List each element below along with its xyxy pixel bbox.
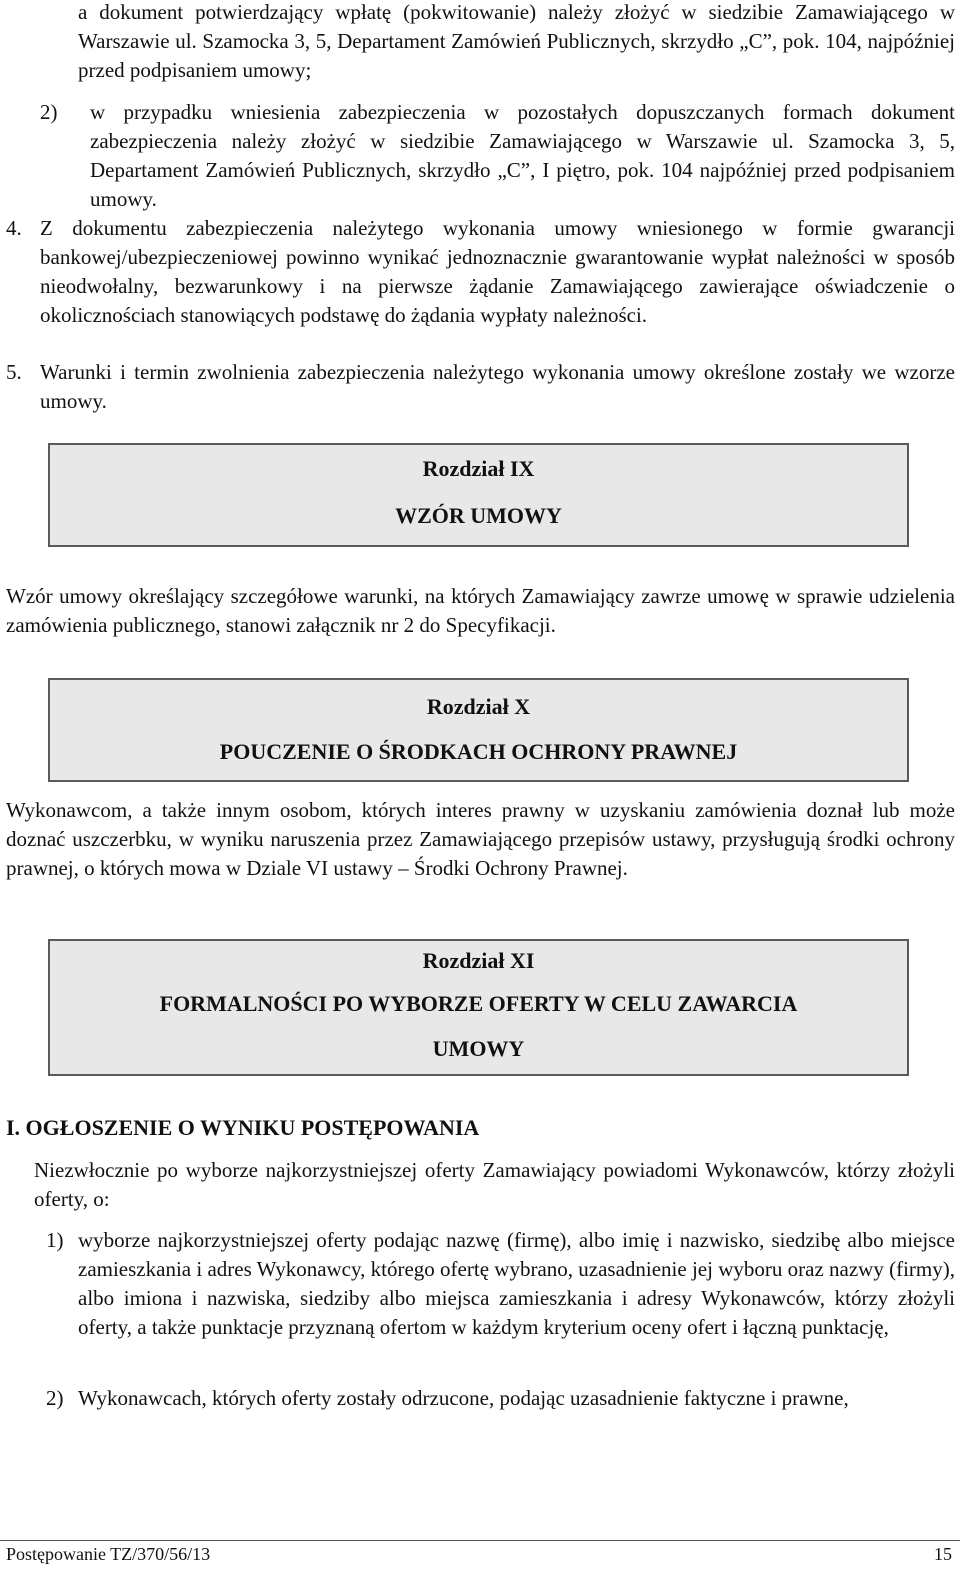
- paragraph-notification-intro: Niezwłocznie po wyborze najkorzystniejszej oferty Zamawiający powiadomi Wykonawców, którzy złożyli oferty, o:: [34, 1158, 955, 1211]
- chapter-subtitle: WZÓR UMOWY: [395, 503, 562, 528]
- paragraph-other-forms: w przypadku wniesienia zabezpieczenia w pozostałych dopuszczanych formach dokument zabezpieczenia należy złożyć w siedzibie Zamawiającego w Warszawie ul. Szamocka 3, 5, Departament Zamówień Publicznych, skrzydło „C”, I piętro, pok. 104 najpóźniej przed podpisaniem umowy.: [90, 100, 955, 211]
- list-number: 2): [40, 100, 58, 124]
- list-item: wyborze najkorzystniejszej oferty podając nazwę (firmę), albo imię i nazwisko, siedzibę albo miejsce zamieszkania i adres Wykonawcy, którego ofertę wybrano, uzasadnienie jej wyboru oraz nazwy (firmy), albo imiona i nazwiska, siedziby albo miejsca zamieszkania i adresy Wykonawców, którzy złożyli oferty, a także punktacje przyznaną ofertom w każdym kryterium oceny ofert i łączną punktację,: [78, 1228, 955, 1339]
- chapter-title: Rozdział X: [426, 694, 531, 719]
- chapter-heading-box: [48, 443, 909, 547]
- paragraph-payment-proof: a dokument potwierdzający wpłatę (pokwitowanie) należy złożyć w siedzibie Zamawiającego w Warszawie ul. Szamocka 3, 5, Departament Zamówień Publicznych, skrzydło „C”, pok. 104, najpóźniej przed podpisaniem umowy;: [78, 0, 955, 82]
- paragraph-contract-template: Wzór umowy określający szczegółowe warunki, na których Zamawiający zawrze umowę w sprawie udzielenia zamówienia publicznego, stanowi załącznik nr 2 do Specyfikacji.: [6, 584, 955, 637]
- chapter-title: Rozdział IX: [422, 456, 535, 481]
- chapter-subtitle: POUCZENIE O ŚRODKACH OCHRONY PRAWNEJ: [219, 739, 738, 764]
- paragraph-legal-remedies: Wykonawcom, a także innym osobom, których interes prawny w uzyskaniu zamówienia doznał lub może doznać uszczerbku, w wyniku naruszenia przez Zamawiającego przepisów ustawy, przysługują środki ochrony prawnej, o których mowa w Dziale VI ustawy – Środki Ochrony Prawnej.: [6, 798, 955, 880]
- chapter-subtitle-continued: UMOWY: [432, 1036, 525, 1061]
- list-number: 1): [46, 1228, 64, 1252]
- chapter-subtitle: FORMALNOŚCI PO WYBORZE OFERTY W CELU ZAWARCIA: [159, 991, 798, 1016]
- paragraph-release-terms: Warunki i termin zwolnienia zabezpieczenia należytego wykonania umowy określone zostały we wzorze umowy.: [40, 360, 955, 413]
- footer-page-number: 15: [934, 1544, 952, 1564]
- paragraph-guarantee: Z dokumentu zabezpieczenia należytego wykonania umowy wniesionego w formie gwarancji bankowej/ubezpieczeniowej powinno wynikać jednoznacznie gwarantowanie wypłat należności w sposób nieodwołalny, bezwarunkowy i na pierwsze żądanie Zamawiającego zawierające oświadczenie o okolicznościach stanowiących podstawę do żądania wypłaty należności.: [40, 216, 955, 327]
- list-item: Wykonawcach, których oferty zostały odrzucone, podając uzasadnienie faktyczne i prawne,: [78, 1386, 849, 1410]
- list-number: 2): [46, 1386, 64, 1410]
- list-number: 4.: [6, 216, 22, 240]
- list-number: 5.: [6, 360, 22, 384]
- chapter-title: Rozdział XI: [422, 948, 535, 973]
- section-heading: I. OGŁOSZENIE O WYNIKU POSTĘPOWANIA: [6, 1115, 480, 1140]
- footer-divider: [0, 1540, 960, 1541]
- chapter-heading-box: [48, 939, 909, 1076]
- footer-case-number: Postępowanie TZ/370/56/13: [6, 1544, 211, 1564]
- chapter-heading-box: [48, 678, 909, 782]
